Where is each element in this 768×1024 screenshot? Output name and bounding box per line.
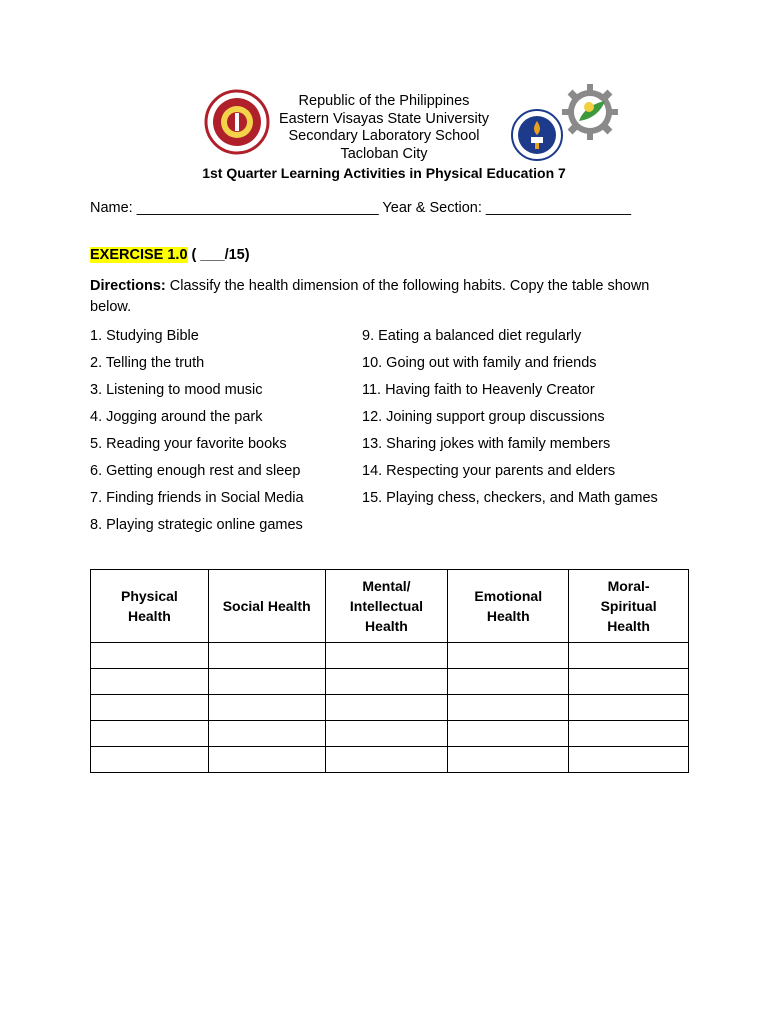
- table-row: [91, 721, 689, 747]
- list-item: 14. Respecting your parents and elders: [362, 463, 616, 479]
- table-cell[interactable]: [91, 721, 209, 747]
- table-row: [91, 695, 689, 721]
- table-cell[interactable]: [208, 669, 325, 695]
- header-city: Tacloban City: [340, 145, 428, 162]
- table-cell[interactable]: [448, 643, 569, 669]
- table-cell[interactable]: [91, 643, 209, 669]
- list-item: 5. Reading your favorite books: [90, 436, 287, 452]
- header-social-health: Social Health: [208, 570, 325, 643]
- list-item: 9. Eating a balanced diet regularly: [362, 328, 582, 344]
- school-header: [0, 93, 768, 163]
- table-cell[interactable]: [91, 747, 209, 773]
- list-item: 12. Joining support group discussions: [362, 409, 605, 425]
- table-cell[interactable]: [325, 695, 448, 721]
- list-item: 7. Finding friends in Social Media: [90, 490, 304, 506]
- table-cell[interactable]: [91, 669, 209, 695]
- table-cell[interactable]: [569, 643, 689, 669]
- header-physical-health: Physical Health: [91, 570, 209, 643]
- header-emotional-health: Emotional Health: [448, 570, 569, 643]
- table-cell[interactable]: [91, 695, 209, 721]
- list-item: 10. Going out with family and friends: [362, 355, 597, 371]
- header-school: Secondary Laboratory School: [288, 128, 480, 144]
- header-republic: Republic of the Philippines: [298, 93, 470, 109]
- exercise-heading: [90, 247, 250, 263]
- name-section-line: Name: ______________________________ Year & Section: __________________: [90, 200, 632, 216]
- table-row: [91, 747, 689, 773]
- directions-text: Classify the health dimension of the following habits. Copy the table shown below.: [90, 278, 650, 315]
- table-cell[interactable]: [325, 643, 448, 669]
- worksheet-title: 1st Quarter Learning Activities in Physical Education 7: [202, 165, 566, 181]
- list-item: 3. Listening to mood music: [90, 382, 263, 398]
- table-cell[interactable]: [448, 721, 569, 747]
- table-cell[interactable]: [325, 669, 448, 695]
- list-item: 8. Playing strategic online games: [90, 517, 303, 533]
- exercise-label: EXERCISE 1.0: [90, 247, 188, 263]
- table-cell[interactable]: [569, 669, 689, 695]
- directions-label: Directions:: [90, 278, 166, 294]
- table-cell[interactable]: [448, 669, 569, 695]
- list-item: 4. Jogging around the park: [90, 409, 263, 425]
- list-item: 6. Getting enough rest and sleep: [90, 463, 301, 479]
- list-item: 13. Sharing jokes with family members: [362, 436, 611, 452]
- table-cell[interactable]: [569, 695, 689, 721]
- table-cell[interactable]: [325, 747, 448, 773]
- table-cell[interactable]: [208, 721, 325, 747]
- exercise-score: ( ___/15): [187, 247, 250, 263]
- directions: [90, 276, 680, 318]
- table-cell[interactable]: [325, 721, 448, 747]
- table-cell[interactable]: [569, 747, 689, 773]
- health-dimension-table: [90, 569, 689, 773]
- header-mental-health: Mental/ Intellectual Health: [325, 570, 448, 643]
- habits-list-left: [90, 326, 304, 542]
- table-cell[interactable]: [569, 721, 689, 747]
- table-row: [91, 643, 689, 669]
- list-item: 1. Studying Bible: [90, 328, 199, 344]
- list-item: 15. Playing chess, checkers, and Math games: [362, 490, 658, 506]
- table-header-row: [91, 570, 689, 643]
- table-row: [91, 669, 689, 695]
- table-cell[interactable]: [448, 695, 569, 721]
- table-cell[interactable]: [208, 643, 325, 669]
- habits-list-right: [362, 326, 658, 515]
- table-cell[interactable]: [448, 747, 569, 773]
- table-cell[interactable]: [208, 747, 325, 773]
- header-university: Eastern Visayas State University: [278, 110, 490, 127]
- header-moral-spiritual-health: Moral- Spiritual Health: [569, 570, 689, 643]
- table-cell[interactable]: [208, 695, 325, 721]
- list-item: 11. Having faith to Heavenly Creator: [362, 382, 595, 398]
- list-item: 2. Telling the truth: [90, 355, 205, 371]
